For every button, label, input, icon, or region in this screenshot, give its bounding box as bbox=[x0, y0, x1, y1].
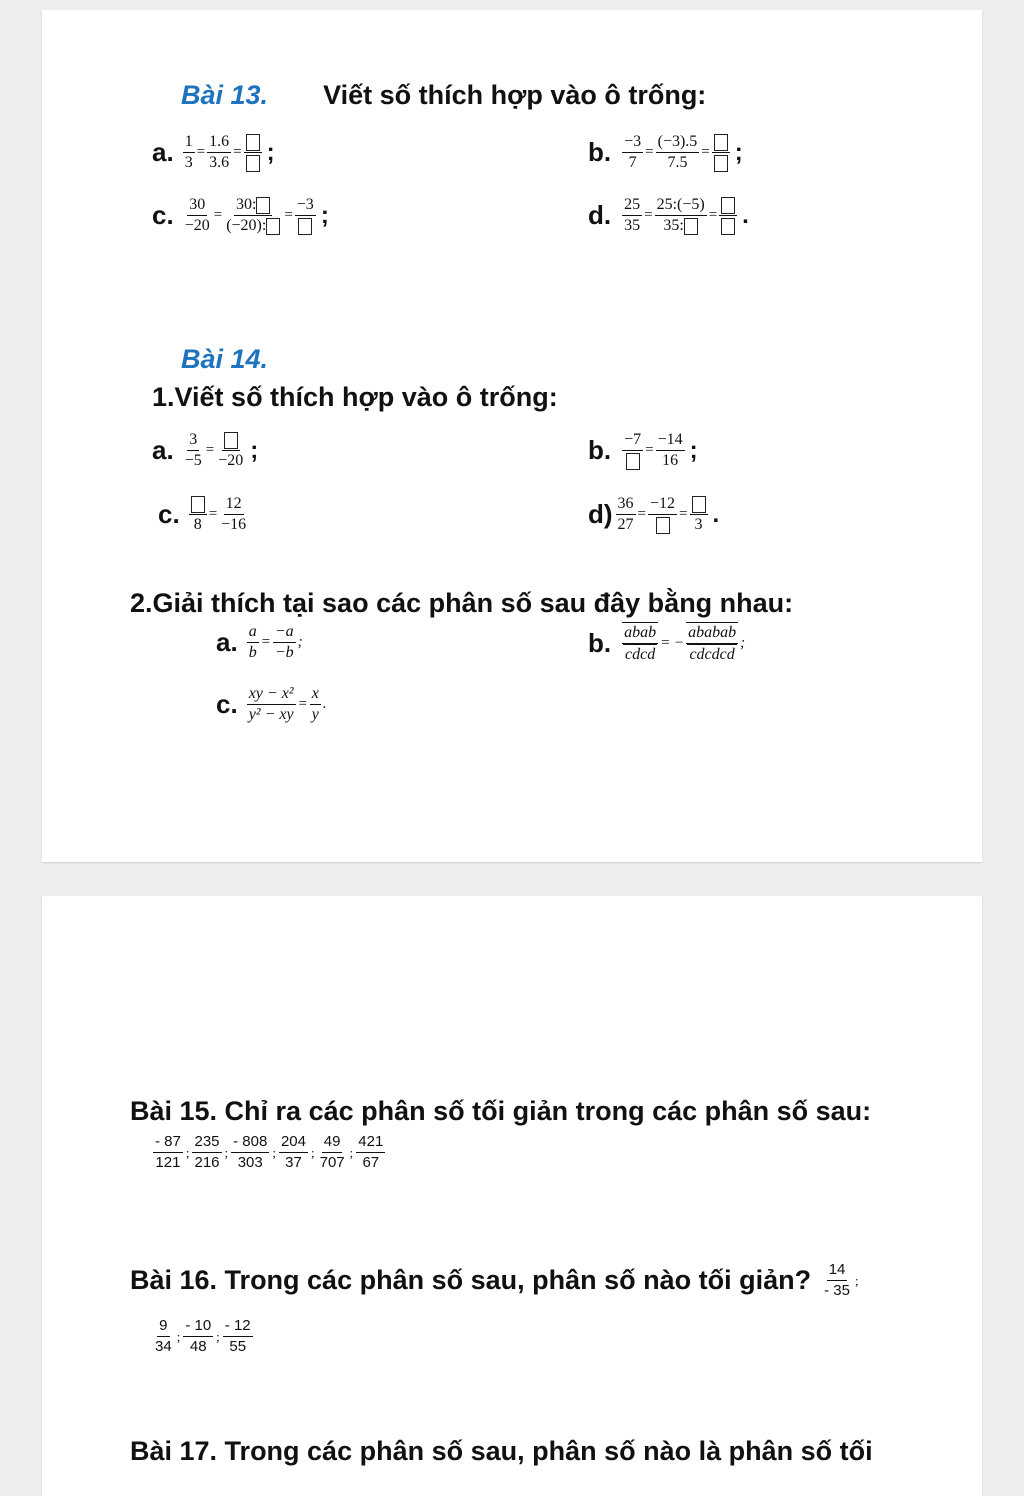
bai14-title: Bài 14. bbox=[181, 344, 269, 374]
blank-box[interactable] bbox=[298, 218, 312, 235]
blank-box[interactable] bbox=[721, 218, 735, 235]
fraction: $\frac{14}{- 35}$ bbox=[824, 1261, 850, 1299]
bai14-label-b: b. bbox=[588, 435, 612, 465]
fraction: $\frac{30}{-20}$ bbox=[184, 196, 210, 234]
bai14-item-a: a. $\frac{3}{-5}$ = −20 ; bbox=[152, 431, 259, 469]
fraction: $\frac{-a}{-b}$ bbox=[274, 623, 294, 661]
blank-box[interactable] bbox=[626, 453, 640, 470]
bai14-explain-label-b: b. bbox=[588, 628, 612, 658]
fraction: −7 bbox=[622, 430, 643, 471]
fraction: $\frac{-14}{16}$ bbox=[657, 431, 683, 469]
fraction: −12 bbox=[648, 494, 677, 535]
fraction: $\frac{a}{b}$ bbox=[248, 623, 257, 661]
blank-box[interactable] bbox=[721, 197, 735, 214]
bai15-text: Bài 15. Chỉ ra các phân số tối giản trong các phân số sau: bbox=[130, 1096, 872, 1126]
bai14-explain-b: b. $\frac{\text{abab}}{\text{cdcd}}$ = − $\frac{\text{ababab}}{\text{cdcdcd}}$ ; bbox=[588, 624, 746, 663]
bai14-explain-a: a. $\frac{a}{b}$ = $\frac{-a}{-b}$ ; bbox=[216, 623, 303, 661]
bai17-text: Bài 17. Trong các phân số sau, phân số nào là phân số tối bbox=[130, 1436, 873, 1466]
fraction: $\frac{1.6}{3.6}$ bbox=[209, 133, 230, 171]
blank-box[interactable] bbox=[191, 496, 205, 513]
fraction: $\frac{\text{ababab}}{\text{cdcdcd}}$ bbox=[688, 624, 737, 663]
bai14-explain-label-a: a. bbox=[216, 627, 238, 657]
fraction: $\frac{- 808}{303}$ bbox=[233, 1133, 268, 1171]
fraction: $\frac{\text{abab}}{\text{cdcd}}$ bbox=[624, 624, 657, 663]
fraction: $\frac{421}{67}$ bbox=[358, 1133, 384, 1171]
bai13-item-d: d. $\frac{25}{35}$ = $\frac{25:(-5)}{35:}$ = . bbox=[588, 196, 749, 234]
blank-box[interactable] bbox=[656, 517, 670, 534]
fraction: $\frac{235}{216}$ bbox=[194, 1133, 220, 1171]
bai14-item-d: d) $\frac{36}{27}$ = −12 = 3 . bbox=[588, 495, 720, 533]
fraction: $\frac{49}{707}$ bbox=[319, 1133, 345, 1171]
bai16-line: Bài 16. Trong các phân số sau, phân số nào tối giản? $\frac{14}{- 35}$ ; bbox=[130, 1261, 859, 1299]
document-page-1 bbox=[42, 10, 982, 862]
fraction: $\frac{3}{-5}$ bbox=[184, 431, 202, 469]
bai13-item-b: b. $\frac{-3}{7}$ = $\frac{(-3).5}{7.5}$ = ; bbox=[588, 133, 743, 171]
fraction: $\frac{36}{27}$ bbox=[617, 495, 634, 533]
blank-box[interactable] bbox=[714, 155, 728, 172]
bai13-text: Viết số thích hợp vào ô trống: bbox=[323, 80, 707, 110]
bai13-heading bbox=[181, 80, 706, 111]
blank-box[interactable] bbox=[246, 134, 260, 151]
blank-box[interactable] bbox=[224, 432, 238, 449]
fraction: $\frac{25:(-5)}{35:}$ bbox=[656, 196, 705, 234]
fraction: −3 bbox=[295, 195, 316, 236]
blank-box[interactable] bbox=[692, 496, 706, 513]
bai14-part2: 2.Giải thích tại sao các phân số sau đây bằng nhau: bbox=[130, 588, 794, 618]
fraction: 3 bbox=[690, 494, 708, 535]
bai14-label-a: a. bbox=[152, 435, 174, 465]
bai14-label-c: c. bbox=[158, 499, 180, 529]
blank-box[interactable] bbox=[256, 197, 270, 214]
fraction: $\frac{30:}{(-20):}$ bbox=[224, 195, 282, 236]
fraction: $\frac{- 12}{55}$ bbox=[224, 1317, 251, 1355]
blank-box[interactable] bbox=[246, 155, 260, 172]
bai16-fraction-list: $\frac{9}{34}$ ; $\frac{- 10}{48}$ ; $\frac{- 12}{55}$ bbox=[155, 1317, 251, 1355]
fraction: $\frac{12}{-16}$ bbox=[221, 495, 247, 533]
fraction: 8 bbox=[189, 494, 207, 535]
fraction: $\frac{204}{37}$ bbox=[280, 1133, 306, 1171]
bai13-label-a: a. bbox=[152, 137, 174, 167]
fraction: $\frac{9}{34}$ bbox=[155, 1317, 172, 1355]
bai14-label-d: d) bbox=[588, 499, 613, 529]
fraction: $\frac{- 10}{48}$ bbox=[185, 1317, 212, 1355]
fraction-blank bbox=[244, 132, 262, 173]
fraction-blank bbox=[712, 132, 730, 173]
fraction: −20 bbox=[216, 430, 245, 471]
bai14-explain-c: c. $\frac{\text{xy − x²}}{\text{y² − xy}}$ = $\frac{x}{y}$ . bbox=[216, 685, 327, 723]
fraction: $\frac{1}{3}$ bbox=[184, 133, 193, 171]
bai13-item-c: c. $\frac{30}{-20}$ = $\frac{30:}{(-20):}$ = −3 ; bbox=[152, 196, 329, 234]
fraction: $\frac{x}{y}$ bbox=[311, 685, 319, 723]
document-page-2 bbox=[42, 896, 982, 1496]
fraction: $\frac{(-3).5}{7.5}$ bbox=[657, 133, 698, 171]
fraction: $\frac{- 87}{121}$ bbox=[155, 1133, 181, 1171]
bai14-explain-label-c: c. bbox=[216, 689, 238, 719]
bai13-title: Bài 13. bbox=[181, 80, 269, 110]
bai13-label-c: c. bbox=[152, 200, 174, 230]
bai16-text: Bài 16. Trong các phân số sau, phân số nào tối giản? bbox=[130, 1265, 812, 1295]
bai13-label-b: b. bbox=[588, 137, 612, 167]
bai15-fraction-list: $\frac{- 87}{121}$ ; $\frac{235}{216}$ ; $\frac{- 808}{303}$ ; $\frac{204}{37}$ ; $\frac{49}{707}$ ; $\frac{421}{67}$ bbox=[155, 1133, 384, 1171]
fraction-blank bbox=[719, 195, 737, 236]
fraction: $\frac{25}{35}$ bbox=[624, 196, 641, 234]
blank-box[interactable] bbox=[684, 218, 698, 235]
bai14-item-b: b. −7 = $\frac{-14}{16}$ ; bbox=[588, 431, 698, 469]
fraction: $\frac{-3}{7}$ bbox=[624, 133, 642, 171]
bai14-part1: 1.Viết số thích hợp vào ô trống: bbox=[152, 382, 558, 412]
fraction: $\frac{\text{xy − x²}}{\text{y² − xy}}$ bbox=[248, 685, 294, 723]
bai13-label-d: d. bbox=[588, 200, 612, 230]
bai13-item-a: a. $\frac{1}{3}$ = $\frac{1.6}{3.6}$ = ; bbox=[152, 133, 275, 171]
blank-box[interactable] bbox=[266, 218, 280, 235]
bai14-item-c: c. 8 = $\frac{12}{-16}$ bbox=[158, 495, 247, 533]
blank-box[interactable] bbox=[714, 134, 728, 151]
